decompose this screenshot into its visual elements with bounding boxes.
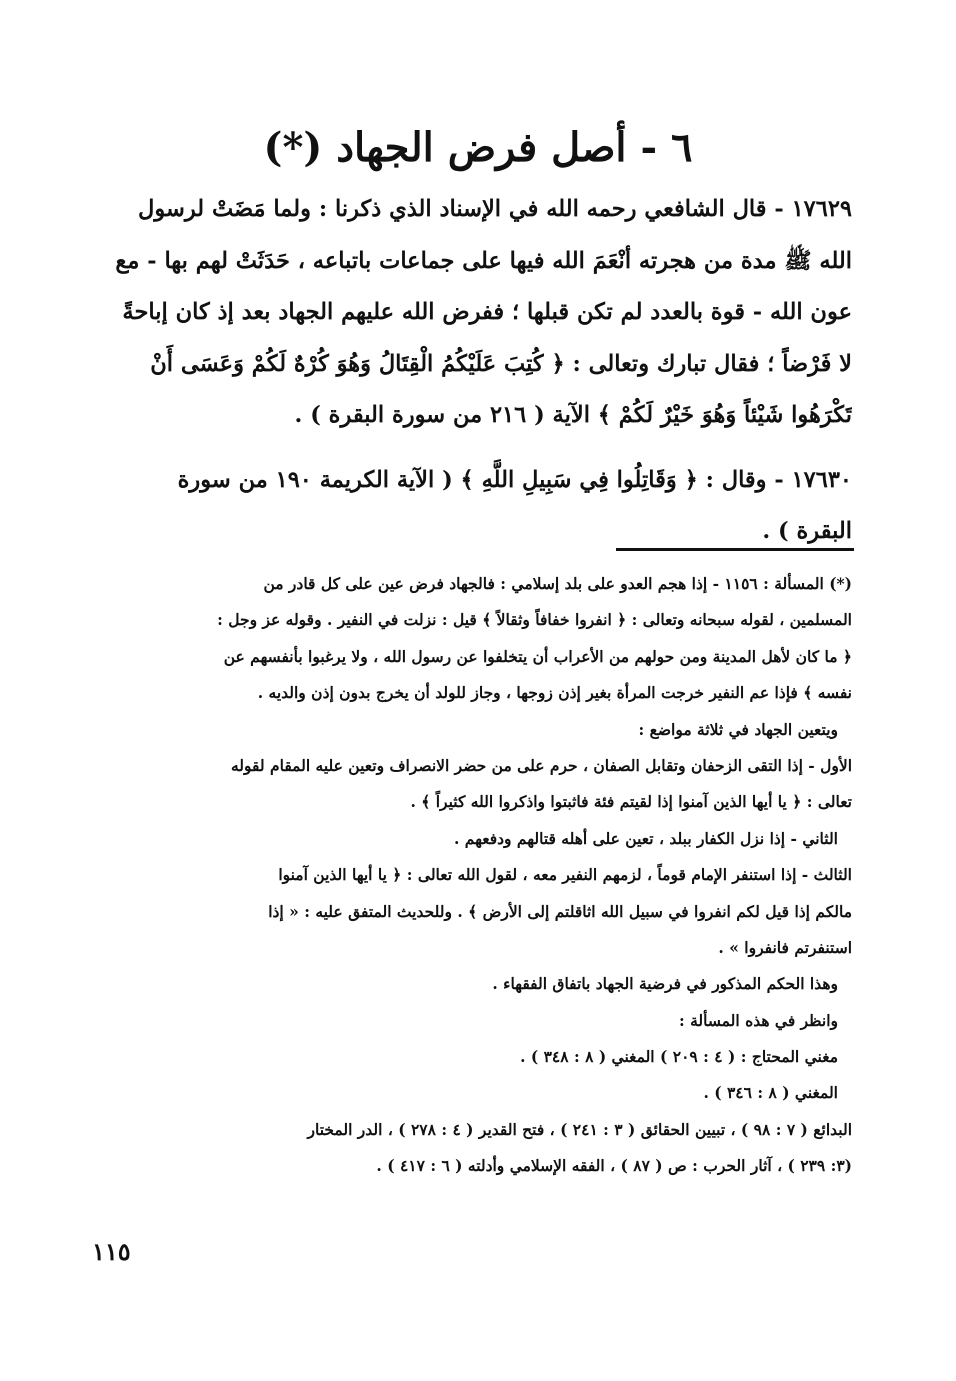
footnote-line: الثالث - إذا استنفر الإمام قوماً ، لزمهم النفير معه ، لقول الله تعالى : ﴿ يا أيها الذين آمنوا	[278, 865, 852, 885]
footnote-line: المسلمين ، لقوله سبحانه وتعالى : ﴿ انفروا خفافاً وثقالاً ﴾ قيل : نزلت في النفير . وقوله عز وجل :	[217, 610, 852, 630]
text-line: تَكْرَهُوا شَيْئاً وَهُوَ خَيْرٌ لَكُمْ ﴾ الآية ( ٢١٦ من سورة البقرة ) .	[294, 402, 852, 428]
footnote-line: مغني المحتاج : ( ٤ : ٢٠٩ ) المغني ( ٨ : ٣٤٨ ) .	[520, 1047, 838, 1067]
footnote-line: الثاني - إذا نزل الكفار ببلد ، تعين على أهله قتالهم ودفعهم .	[453, 828, 838, 848]
footnote-line: مالكم إذا قيل لكم انفروا في سبيل الله اثاقلتم إلى الأرض ﴾ . وللحديث المتفق عليه : « إذا	[268, 901, 852, 921]
text-line: عون الله - قوة بالعدد لم تكن قبلها ؛ ففرض الله عليهم الجهاد بعد إذ كان إباحةً	[122, 299, 852, 325]
footnote-line: (٣: ٢٣٩ ) ، آثار الحرب : ص ( ٨٧ ) ، الفقه الإسلامي وأدلته ( ٦ : ٤١٧ ) .	[376, 1156, 852, 1176]
footnote-line: استنفرتم فانفروا » .	[718, 937, 852, 957]
text-line: لا فَرْضاً ؛ فقال تبارك وتعالى : ﴿ كُتِبَ عَلَيْكُمُ الْقِتَالُ وَهُوَ كُرْهٌ لَكُمْ وَعَسَى أَنْ	[150, 350, 852, 377]
text-line: ١٧٦٣٠ - وقال : ﴿ وَقَاتِلُوا فِي سَبِيلِ اللَّهِ ﴾ ( الآية الكريمة ١٩٠ من سورة	[177, 466, 852, 493]
footnote-line: وهذا الحكم المذكور في فرضية الجهاد باتفاق الفقهاء .	[492, 974, 838, 994]
footnote-line: الأول - إذا التقى الزحفان وتقابل الصفان ، حرم على من حضر الانصراف وتعين عليه المقام لقوله	[231, 755, 852, 775]
footnote-line: وانظر في هذه المسألة :	[678, 1010, 838, 1030]
footnote-line: ﴿ ما كان لأهل المدينة ومن حولهم من الأعراب أن يتخلفوا عن رسول الله ، ولا يرغبوا بأنفسهم عن	[223, 646, 852, 666]
footnote-line: نفسه ﴾ فإذا عم النفير خرجت المرأة بغير إذن زوجها ، وجاز للولد أن يخرج بدون إذن والديه .	[257, 683, 852, 703]
page-number: ١١٥	[92, 1237, 131, 1266]
text-line: الله ﷺ مدة من هجرته أنْعَمَ الله فيها على جماعات باتباعه ، حَدَثَتْ لهم بها - مع	[115, 247, 852, 274]
footnote-separator	[616, 548, 854, 551]
chapter-title: ٦ - أصل فرض الجهاد (*)	[263, 124, 693, 171]
footnote	[100, 566, 852, 1185]
paragraph-gap	[100, 442, 852, 455]
footnote-line: (*) المسألة : ١١٥٦ - إذا هجم العدو على بلد إسلامي : فالجهاد فرض عين على كل قادر من	[263, 574, 852, 593]
main-text	[100, 184, 852, 558]
text-line: ١٧٦٢٩ - قال الشافعي رحمه الله في الإسناد الذي ذكرنا : ولما مَضَتْ لرسول	[138, 196, 852, 222]
footnote-line: البدائع ( ٧ : ٩٨ ) ، تبيين الحقائق ( ٣ : ٢٤١ ) ، فتح القدير ( ٤ : ٢٧٨ ) ، الدر المختار	[307, 1119, 852, 1139]
text-line: البقرة ) .	[762, 518, 852, 544]
footnote-line: ويتعين الجهاد في ثلاثة مواضع :	[638, 719, 838, 739]
footnote-line: تعالى : ﴿ يا أيها الذين آمنوا إذا لقيتم فئة فاثبتوا واذكروا الله كثيراً ﴾ .	[410, 792, 852, 812]
footnote-line: المغني ( ٨ : ٣٤٦ ) .	[703, 1083, 838, 1103]
